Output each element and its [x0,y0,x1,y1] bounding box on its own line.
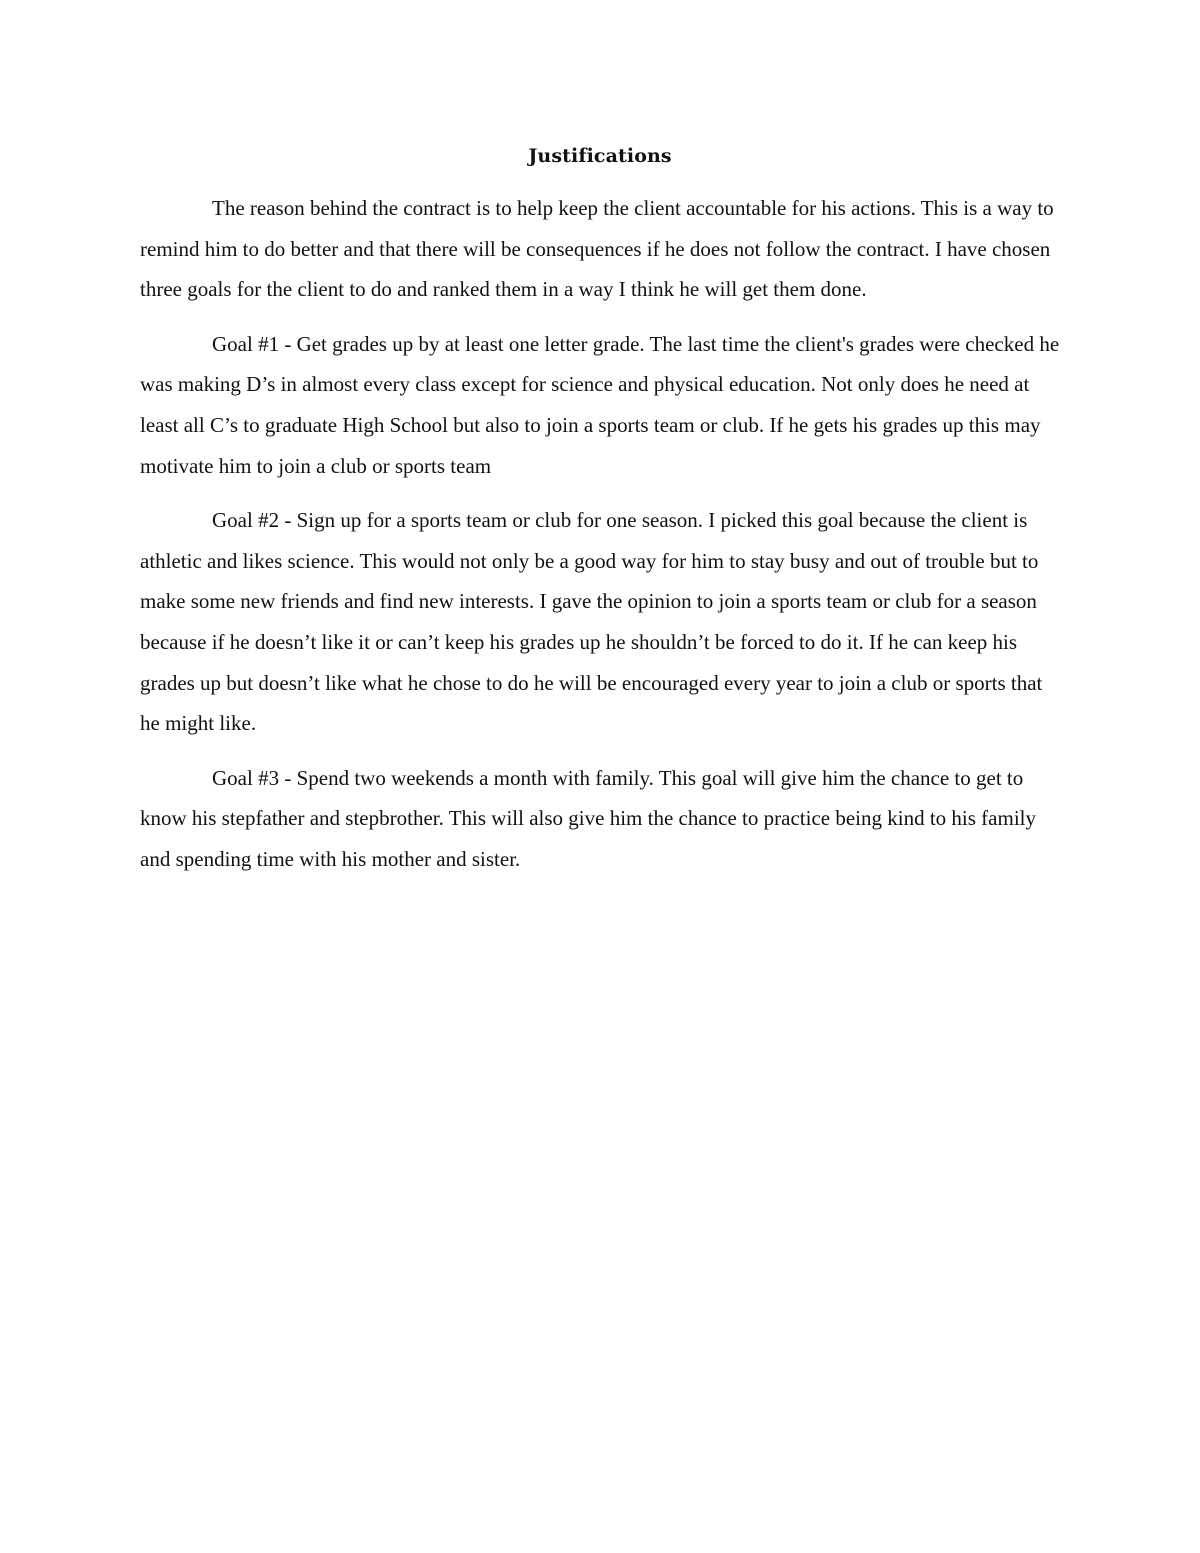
document-title: Justifications [528,145,672,167]
paragraph-goal-1: Goal #1 - Get grades up by at least one letter grade. The last time the client's grades were checked he was making D’s in almost every class except for science and physical education. Not only does he need at least all C’s to graduate High School but also to join a sports team or club. If he gets his grades up this may motivate him to join a club or sports team [140,331,1060,478]
paragraph-goal-2: Goal #2 - Sign up for a sports team or club for one season. I picked this goal because the client is athletic and likes science. This would not only be a good way for him to stay busy and out of trouble but to make some new friends and find new interests. I gave the opinion to join a sports team or club for a season because if he doesn’t like it or can’t keep his grades up he shouldn’t be forced to do it. If he can keep his grades up but doesn’t like what he chose to do he will be encouraged every year to join a club or sports that he might like. [140,508,1043,736]
paragraph-goal-3: Goal #3 - Spend two weekends a month with family. This goal will give him the chance to get to know his stepfather and stepbrother. This will also give him the chance to practice being kind to his family and spending time with his mother and sister. [140,765,1036,871]
document-page [140,142,1060,894]
paragraph-intro: The reason behind the contract is to help keep the client accountable for his actions. This is a way to remind him to do better and that there will be consequences if he does not follow the contract. I have chosen three goals for the client to do and ranked them in a way I think he will get them done. [140,196,1054,302]
